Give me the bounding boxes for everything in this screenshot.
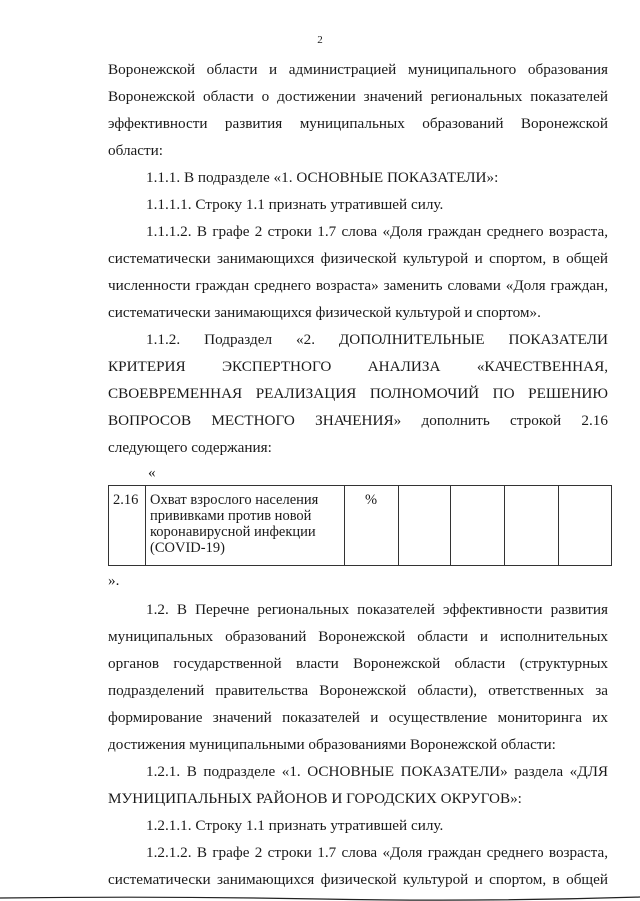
- scan-edge-mark: [0, 895, 640, 901]
- paragraph-1-1-1-2: 1.1.1.2. В графе 2 строки 1.7 слова «Доля граждан среднего возраста, систематически занимающихся физической культурой и спортом, в общей численности граждан среднего возраста» заменить словами «Доля граждан, систематически занимающихся физической культурой и спортом».: [108, 223, 608, 321]
- paragraph-1-2-1: 1.2.1. В подразделе «1. ОСНОВНЫЕ ПОКАЗАТЕЛИ» раздела «ДЛЯ МУНИЦИПАЛЬНЫХ РАЙОНОВ И ГОРОДСКИХ ОКРУГОВ»:: [108, 763, 608, 807]
- empty-cell: [451, 486, 505, 566]
- empty-cell: [559, 486, 612, 566]
- indicator-table: [108, 485, 612, 566]
- quote-open: «: [148, 464, 156, 481]
- indicator-name-cell: Охват взрослого населения прививками против новой коронавирусной инфекции (COVID-19): [146, 486, 345, 566]
- paragraph-continuation: Воронежской области и администрацией муниципального образования Воронежской области о достижении значений региональных показателей эффективности развития муниципальных образований Воронежской области:: [108, 61, 608, 159]
- quote-close: ».: [108, 572, 120, 589]
- row-number-cell: 2.16: [109, 486, 146, 566]
- paragraph-1-1-1-1: 1.1.1.1. Строку 1.1 признать утратившей силу.: [146, 196, 444, 213]
- page-number: 2: [317, 34, 323, 46]
- paragraph-1-2: 1.2. В Перечне региональных показателей эффективности развития муниципальных образований Воронежской области и исполнительных органов государственной власти Воронежской области (структурных подразделений правительства Воронежской области), ответственных за формирование значений показателей и осуществление мониторинга их достижения муниципальными образованиями Воронежской области:: [108, 601, 608, 753]
- paragraph-1-2-1-2: 1.2.1.2. В графе 2 строки 1.7 слова «Доля граждан среднего возраста, систематически занимающихся физической культурой и спортом, в общей: [108, 844, 608, 888]
- paragraph-1-1-1: 1.1.1. В подразделе «1. ОСНОВНЫЕ ПОКАЗАТЕЛИ»:: [146, 169, 499, 186]
- empty-cell: [505, 486, 559, 566]
- paragraph-1-1-2: 1.1.2. Подраздел «2. ДОПОЛНИТЕЛЬНЫЕ ПОКАЗАТЕЛИ КРИТЕРИЯ ЭКСПЕРТНОГО АНАЛИЗА «КАЧЕСТВЕННАЯ, СВОЕВРЕМЕННАЯ РЕАЛИЗАЦИЯ ПОЛНОМОЧИЙ ПО РЕШЕНИЮ ВОПРОСОВ МЕСТНОГО ЗНАЧЕНИЯ» дополнить строкой 2.16 следующего содержания:: [108, 331, 608, 456]
- unit-cell: %: [345, 486, 399, 566]
- table-row: [109, 486, 612, 566]
- paragraph-1-2-1-1: 1.2.1.1. Строку 1.1 признать утратившей силу.: [146, 817, 444, 834]
- document-body: [108, 56, 608, 893]
- empty-cell: [399, 486, 451, 566]
